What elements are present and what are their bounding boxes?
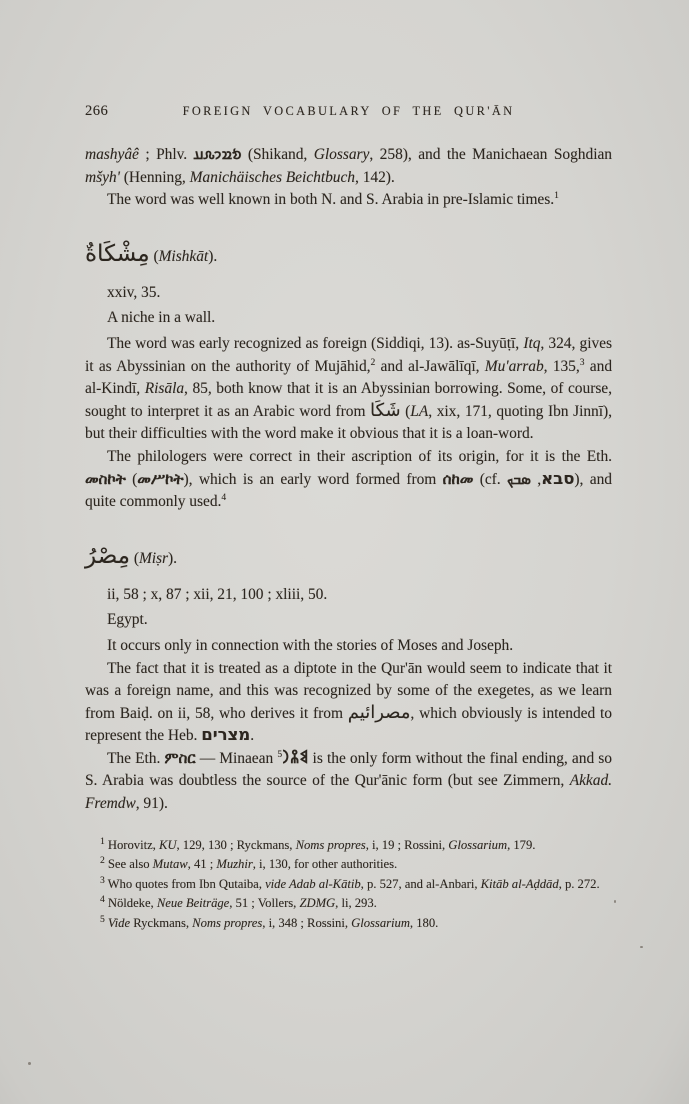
page-number: 266 — [85, 103, 109, 119]
title-adab-al-katib: vide Adab al-Kātib — [265, 876, 361, 891]
text-run: , 135, — [543, 357, 580, 375]
paragraph-mishkat-1 — [85, 333, 612, 446]
footnote-ref-4: 4 — [221, 493, 227, 503]
scan-speck — [614, 900, 616, 903]
title-kitab-al-addad: Kitāb al-Aḍdād — [480, 876, 559, 891]
paragraph-misr-1: It occurs only in connection with the stories of Moses and Joseph. — [107, 636, 514, 654]
text-run: ). — [208, 247, 218, 265]
scan-speck — [640, 946, 643, 948]
hebrew-word-sba: סבא — [541, 468, 575, 488]
title-muzhir: Muzhir — [216, 857, 253, 872]
text-run: — Minaean — [195, 749, 278, 767]
entry-heading-mishkat — [85, 242, 612, 272]
text-run: , 129, 130 ; Ryckmans, — [176, 837, 296, 852]
title-beichtbuch: Manichäisches Beichtbuch — [189, 168, 356, 186]
hebrew-word-mitzrayim: מצרים — [201, 725, 251, 745]
arabic-word-shaka: شَكَا — [370, 399, 401, 421]
title-glossary: Glossary — [313, 146, 370, 163]
arabic-headword-mishkat: مِشْكَاةٌ — [85, 240, 150, 267]
text-run: , 258), and the Manichaean Soghdian — [369, 146, 612, 163]
title-zdmg: ZDMG — [299, 896, 336, 911]
footnote-1 — [85, 836, 612, 856]
footnote-number: 4 — [100, 895, 105, 906]
pahlavi-word: 𐭬𐭱𐭩𐭧𐭠 — [193, 147, 242, 163]
text-run: and al-Kindī, — [85, 357, 613, 398]
text-run: , 324, gives it as Abyssinian on the authority of Mujāhid, — [85, 334, 612, 375]
text-run: ), and quite commonly used. — [85, 470, 612, 511]
title-glossarium: Glossarium — [351, 916, 410, 931]
text-run: , — [530, 470, 542, 488]
gloss-misr: Egypt. — [107, 611, 148, 629]
text-run: Who quotes from Ibn Qutaiba, — [104, 876, 266, 891]
text-run: The word was well known in both N. and S. Arabia in pre-Islamic times. — [107, 191, 555, 209]
text-run: The Eth. — [107, 749, 165, 767]
title-mutaw: Mutaw — [152, 857, 188, 872]
text-run: ( — [129, 549, 139, 567]
text-run: , i, 130, for other authorities. — [252, 857, 398, 872]
text-run: ( — [125, 470, 138, 488]
text-run: and al-Jawālīqī, — [375, 357, 485, 375]
text-run: , 91). — [135, 795, 168, 813]
ethiopic-word-sakama: ሰከመ — [442, 469, 474, 488]
footnote-number: 3 — [100, 875, 105, 886]
footnote-3 — [85, 875, 612, 895]
title-la: LA — [410, 402, 429, 420]
text-run: , which obviously is intended to represent the Heb. — [85, 704, 612, 745]
paragraph-intro-continuation — [85, 144, 612, 189]
title-neue-beitrage: Neue Beiträge — [156, 896, 230, 911]
text-run: , p. 272. — [558, 876, 600, 891]
syriac-word-sbk: ܣܒܟ — [507, 469, 531, 488]
ethiopic-word-mesr: ምስር — [164, 748, 196, 767]
text-run: , i, 19 ; Rossini, — [365, 837, 449, 852]
title-risala: Risāla — [144, 380, 185, 398]
footnote-number: 1 — [100, 836, 105, 847]
footnote-5 — [85, 914, 612, 934]
text-run: (Henning, — [119, 168, 190, 186]
south-arabian-word-msr: 𐩣𐩮𐩧 — [282, 748, 309, 767]
page-header — [85, 100, 612, 120]
entry-heading-misr — [85, 544, 612, 574]
text-run: (Shikand, — [241, 146, 314, 163]
text-run: , 51 ; Vollers, — [229, 896, 300, 911]
scan-speck — [28, 1062, 31, 1065]
arabic-word-misraim: مصرائيم — [347, 701, 411, 723]
title-itq: Itq — [523, 334, 541, 352]
text-run: is the only form without the final ending, and so S. Arabia was doubtless the source of the Qur'ānic form (but see Zimmern, — [85, 749, 612, 790]
entry-name-mishkat: Mishkāt — [158, 247, 209, 265]
text-run: , i, 348 ; Rossini, — [262, 916, 352, 931]
text-run: Nöldeke, — [104, 896, 157, 911]
gloss-mishkat: A niche in a wall. — [107, 309, 216, 327]
title-noms-propres: Noms propres — [192, 916, 263, 931]
footnote-ref-5: 5 — [277, 749, 283, 760]
text-run: ), which is an early word formed from — [183, 470, 443, 488]
text-run: , xix, 171, quoting Ibn Jinnī), but their difficulties with the word make it obvious that it is a loan-word. — [85, 402, 612, 443]
text-run: , 180. — [409, 916, 439, 931]
footnote-number: 5 — [100, 914, 105, 925]
paragraph-intro-2 — [85, 189, 612, 212]
footnote-2 — [85, 855, 612, 875]
title-glossarium: Glossarium — [448, 837, 508, 852]
text-run: ; Phlv. — [138, 146, 194, 163]
text-run: See also — [104, 857, 153, 872]
text-run: . — [250, 727, 255, 745]
entry-name-misr: Miṣr — [138, 549, 169, 567]
title-akkad-fremdw: Akkad. Fremdw — [85, 772, 612, 813]
footnote-number: 2 — [100, 856, 105, 867]
term-msyh: mšyh' — [85, 168, 120, 186]
text-run: , 41 ; — [187, 857, 217, 872]
arabic-headword-misr: مِصْرُ — [85, 542, 130, 569]
text-run: Horovitz, — [104, 837, 159, 852]
text-run: , li, 293. — [335, 896, 377, 911]
text-run: , 142). — [355, 168, 395, 186]
quran-reference-misr: ii, 58 ; x, 87 ; xii, 21, 100 ; xliii, 50. — [107, 585, 328, 603]
text-run: (cf. — [473, 470, 507, 488]
text-run: Ryckmans, — [130, 916, 193, 931]
text-run: , 179. — [507, 837, 536, 852]
text-run: , 85, both know that it is an Abyssinian borrowing. Some, of course, sought to interpret it as an Arabic word from — [85, 380, 612, 420]
title-noms-propres: Noms propres — [295, 837, 366, 852]
text-run: ( — [149, 247, 159, 265]
text-run: The philologers were correct in their ascription of its origin, for it is the Eth. — [107, 447, 612, 465]
footnote-ref-1: 1 — [554, 191, 559, 202]
paragraph-misr-3 — [85, 748, 612, 816]
quran-reference-mishkat: xxiv, 35. — [107, 283, 161, 301]
text-run: The word was early recognized as foreign (Siddiqi, 13). as-Suyūṭī, — [107, 334, 524, 352]
ethiopic-word-maskot: መስኮት — [85, 469, 126, 488]
footnote-ref-2: 2 — [370, 357, 376, 368]
footnote-4 — [85, 894, 612, 914]
running-title: FOREIGN VOCABULARY OF THE QUR'ĀN — [182, 104, 515, 118]
text-run: , p. 527, and al-Anbari, — [360, 876, 481, 891]
text-run: The fact that it is treated as a diptote in the Qur'ān would seem to indicate that it was a foreign name, and this was recognized by some of the exegetes, as we learn from Baiḍ. on ii, 58, who derives it from — [85, 659, 612, 722]
text-run: ). — [168, 549, 178, 567]
footnotes-section — [85, 836, 612, 934]
text-run: ( — [400, 402, 411, 420]
paragraph-misr-2 — [85, 658, 612, 748]
footnote-ref-3: 3 — [579, 357, 585, 368]
title-muarrab: Mu'arrab — [484, 357, 544, 375]
ethiopic-word-maskot-variant: መሥኮት — [137, 469, 184, 488]
term-mashyae: mashyâê — [85, 146, 139, 163]
title-ku: KU — [158, 837, 177, 852]
paragraph-mishkat-2 — [85, 446, 612, 514]
word-vide: Vide — [107, 916, 131, 931]
